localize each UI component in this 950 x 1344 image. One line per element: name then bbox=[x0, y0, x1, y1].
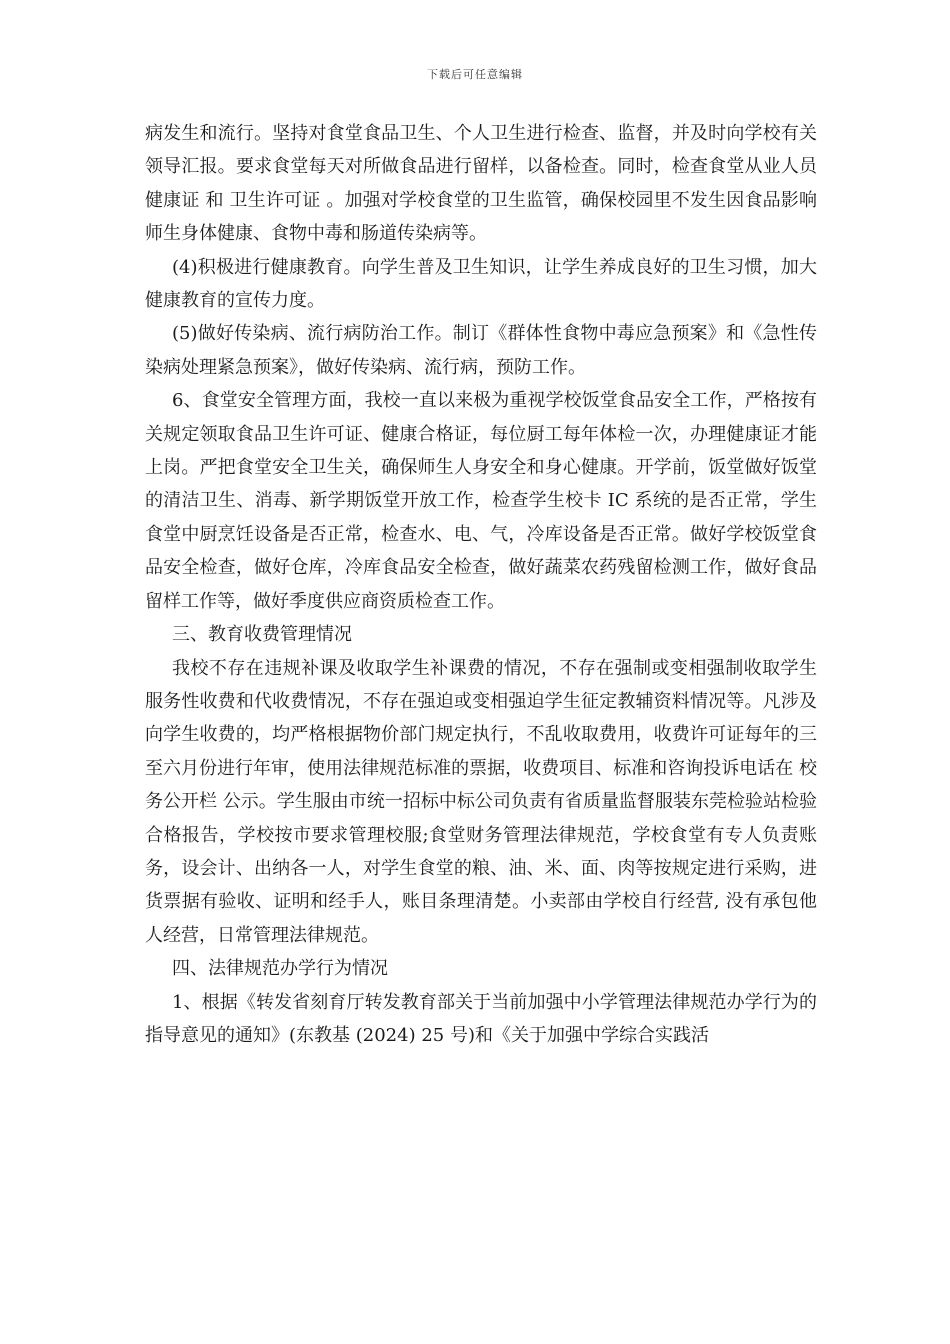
paragraph: 病发生和流行。坚持对食堂食品卫生、个人卫生进行检查、监督，并及时向学校有关领导汇报。要求食堂每天对所做食品进行留样，以备检查。同时，检查食堂从业人员 健康证 和 卫生许可证 。加强对学校食堂的卫生监管，确保校园里不发生因食品影响师生身体健康、食物中毒和肠道传染病等。 bbox=[145, 123, 817, 245]
document-body bbox=[145, 117, 817, 1052]
page-header: 下载后可任意编辑 bbox=[427, 68, 523, 81]
paragraph: (5)做好传染病、流行病防治工作。制订《群体性食物中毒应急预案》和《急性传染病处理紧急预案》，做好传染病、流行病，预防工作。 bbox=[145, 323, 817, 378]
paragraph: (4)积极进行健康教育。向学生普及卫生知识，让学生养成良好的卫生习惯，加大健康教育的宣传力度。 bbox=[145, 256, 817, 312]
paragraph: 我校不存在违规补课及收取学生补课费的情况，不存在强制或变相强制收取学生服务性收费和代收费情况，不存在强迫或变相强迫学生征定教辅资料情况等。凡涉及向学生收费的，均严格根据物价部门规定执行，不乱收取费用，收费许可证每年的三至六月份进行年审，使用法律规范标准的票据，收费项目、标准和咨询投诉电话在 校务公开栏 公示。学生服由市统一招标中标公司负责有省质量监督服装东莞检验站检验合格报告，学校按市要求管理校服;食堂财务管理法律规范，学校食堂有专人负责账务，设会计、出纳各一人，对学生食堂的粮、油、米、面、肉等按规定进行采购，进货票据有验收、证明和经手人，账目条理清楚。小卖部由学校自行经营, 没有承包他人经营，日常管理法律规范。 bbox=[145, 657, 817, 946]
section-heading: 四、法律规范办学行为情况 bbox=[172, 958, 388, 980]
section-heading: 三、教育收费管理情况 bbox=[172, 624, 352, 646]
paragraph: 6、食堂安全管理方面，我校一直以来极为重视学校饭堂食品安全工作，严格按有关规定领取食品卫生许可证、健康合格证，每位厨工每年体检一次，办理健康证才能上岗。严把食堂安全卫生关，确保师生人身安全和身心健康。开学前，饭堂做好饭堂的清洁卫生、消毒、新学期饭堂开放工作，检查学生校卡 IC 系统的是否正常，学生食堂中厨烹饪设备是否正常，检查水、电、气，冷库设备是否正常。做好学校饭堂食品安全检查，做好仓库，冷库食品安全检查，做好蔬菜农药残留检测工作，做好食品留样工作等，做好季度供应商资质检查工作。 bbox=[145, 390, 817, 612]
paragraph: 1、根据《转发省刻育厅转发教育部关于当前加强中小学管理法律规范办学行为的指导意见的通知》(东教基 (2024) 25 号)和《关于加强中学综合实践活 bbox=[145, 991, 817, 1046]
